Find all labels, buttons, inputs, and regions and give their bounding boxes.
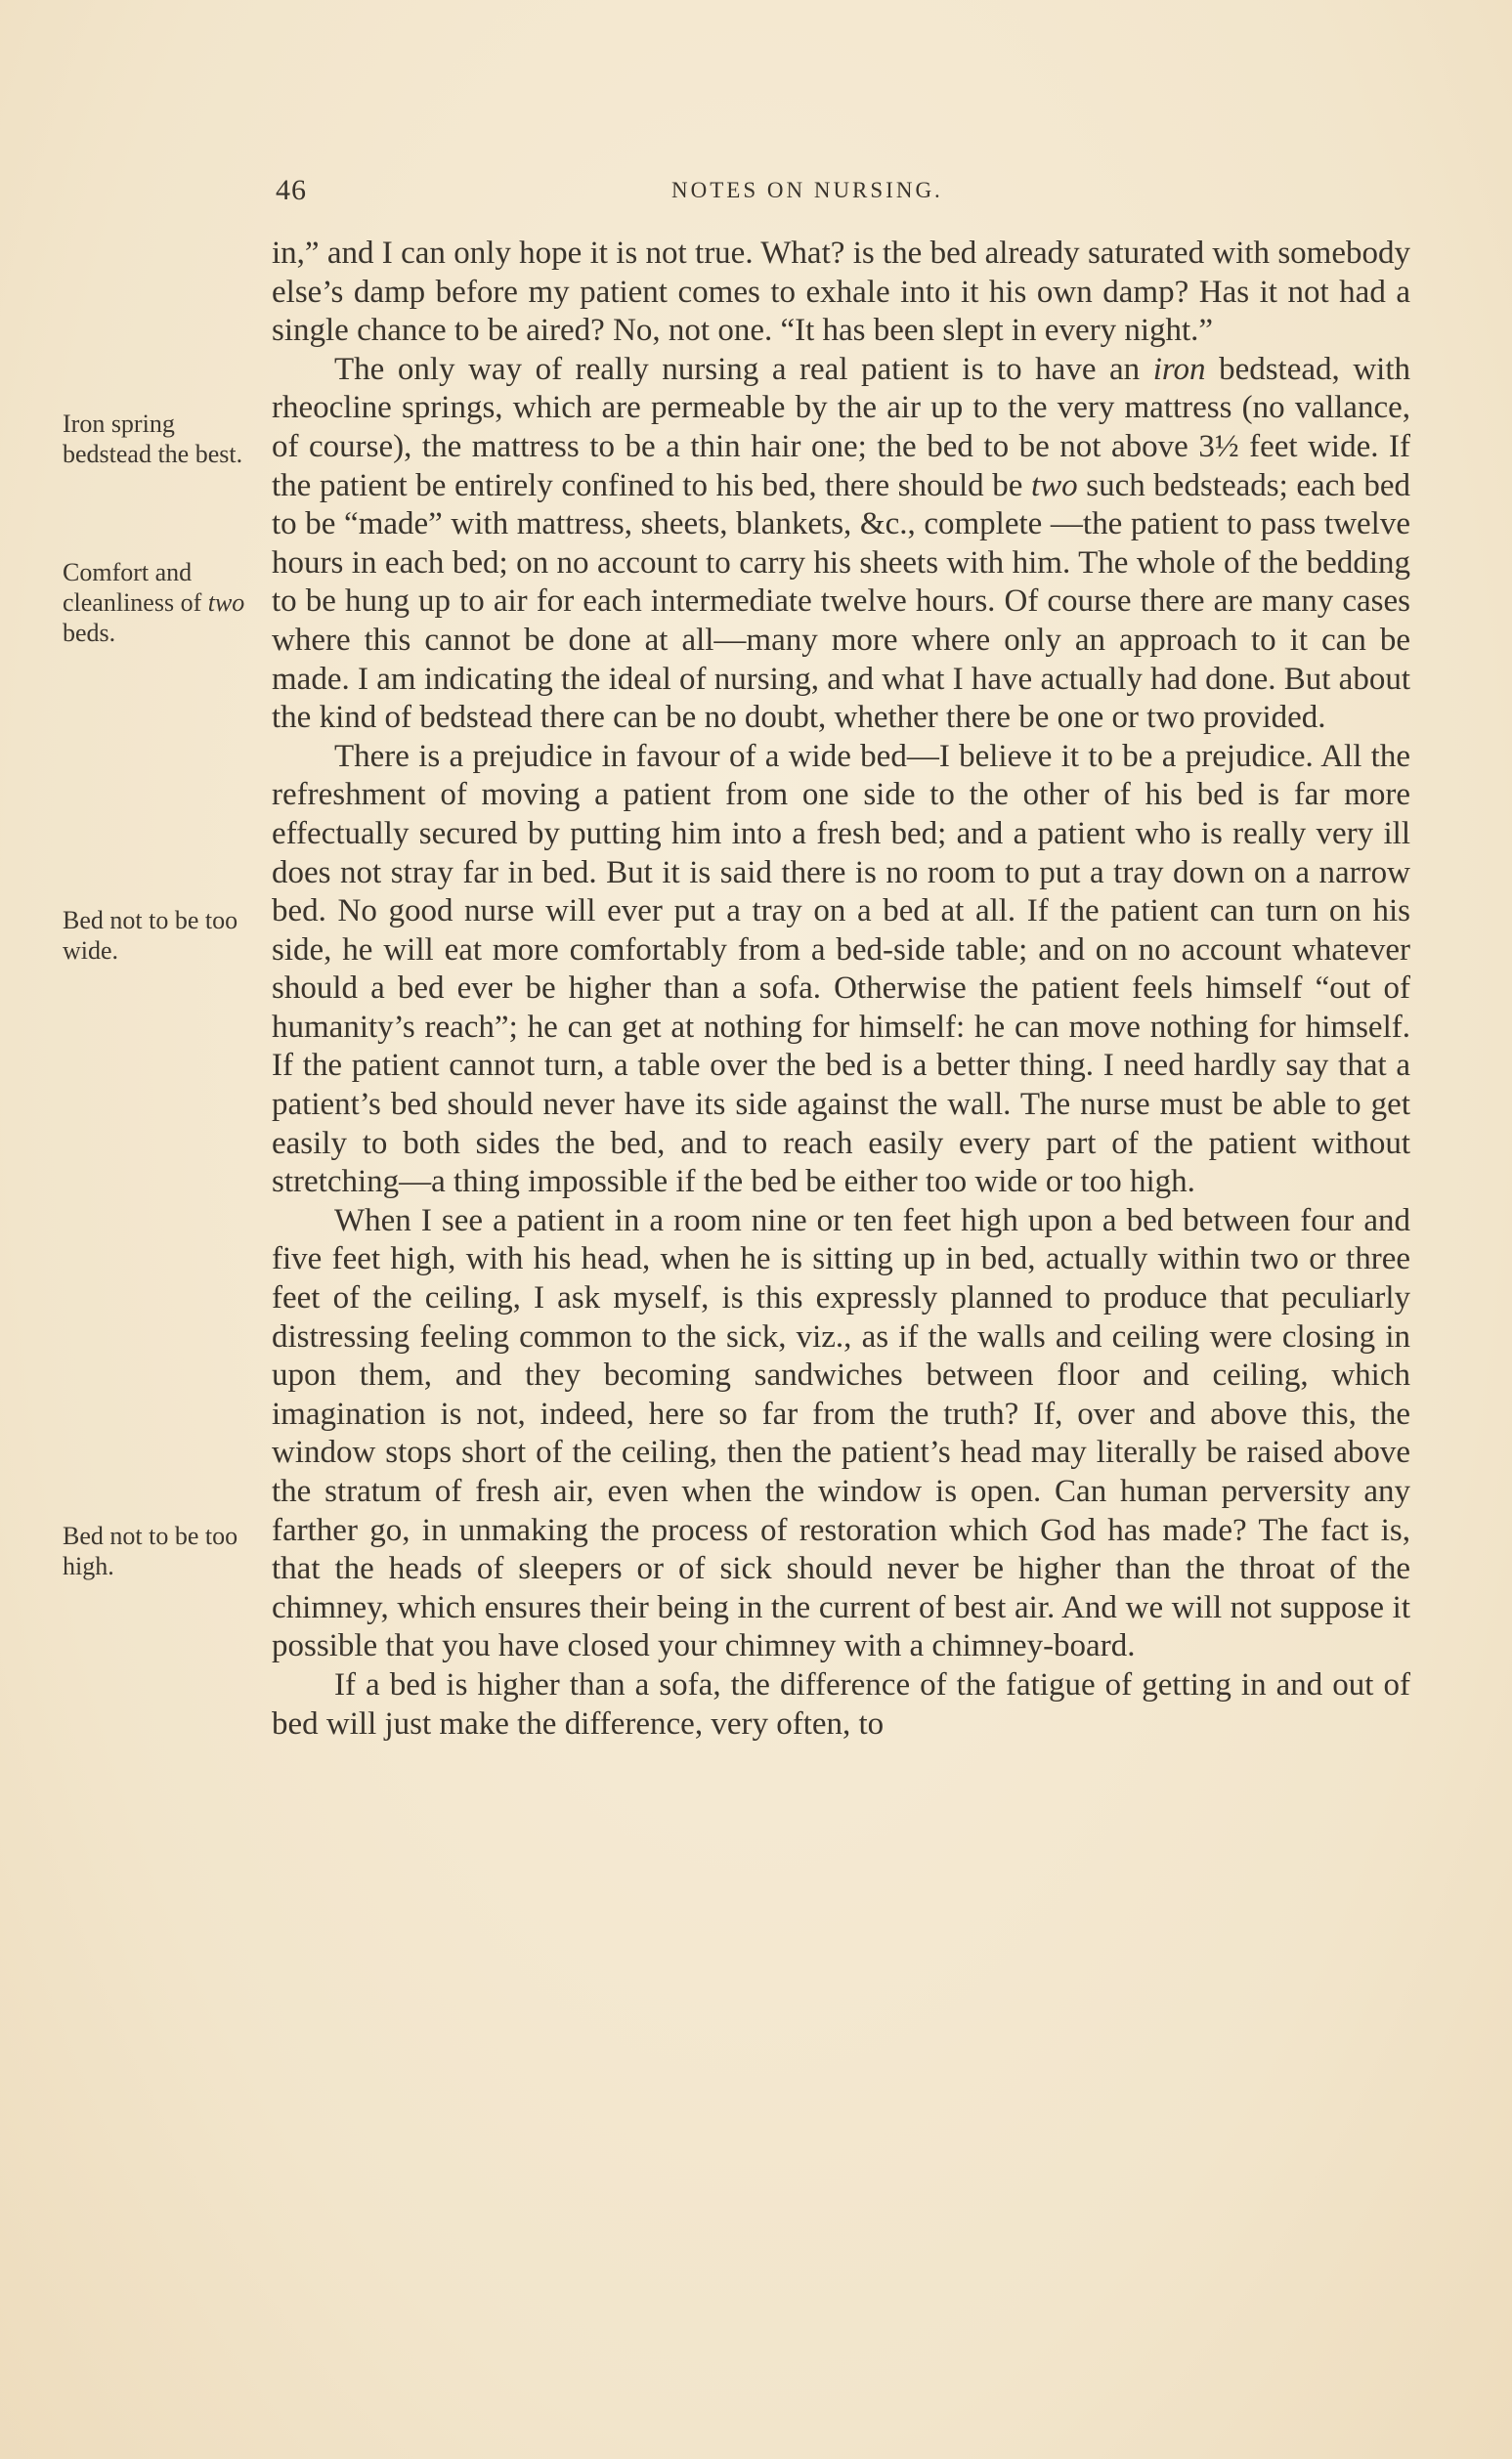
page-number: 46 xyxy=(276,174,307,206)
page-header xyxy=(276,174,1409,213)
paragraph: The only way of really nursing a real patient is to have an iron bedstead, with rheocline springs, which are permeable by the air up to the very mattress (no vallance, of course), the mattress to be a thin hair one; the bed to be not above 3½ feet wide. If the patient be entirely confined to his bed, there should be two such bedsteads; each bed to be “made” with mattress, sheets, blankets, &c., complete —the patient to pass twelve hours in each bed; on no account to carry his sheets with him. The whole of the bedding to be hung up to air for each intermediate twelve hours. Of course there are many cases where this cannot be done at all—many more where only an approach to it can be made. I am indicating the ideal of nursing, and what I have actually had done. But about the kind of bedstead there can be no doubt, whether there be one or two provided. xyxy=(272,351,1410,736)
paragraph: If a bed is higher than a sofa, the difference of the fatigue of getting in and out of bed will just make the difference, very often, to xyxy=(272,1666,1410,1742)
paragraph: in,” and I can only hope it is not true. What? is the bed already saturated with somebody else’s damp before my patient comes to exhale into it his own damp? Has it not had a single chance to be aired? No, not one. “It has been slept in every night.” xyxy=(272,236,1410,349)
running-title: NOTES ON NURSING. xyxy=(671,178,943,202)
paragraph: There is a prejudice in favour of a wide bed—I believe it to be a prejudice. All the refreshment of moving a patient from one side to the other of his bed is far more effectually secured by putting him into a fresh bed; and a patient who is really very ill does not stray far in bed. But it is said there is no room to put a tray down on a narrow bed. No good nurse will ever put a tray on a bed at all. If the patient can turn on his side, he will eat more comfortably from a bed-side table; and on no account whatever should a bed ever be higher than a sofa. Otherwise the patient feels himself “out of humanity’s reach”; he can get at nothing for himself: he can move nothing for himself. If the patient cannot turn, a table over the bed is a better thing. I need hardly say that a patient’s bed should never have its side against the wall. The nurse must be able to get easily to both sides the bed, and to reach easily every part of the patient without stretching—a thing impossible if the bed be either too wide or too high. xyxy=(272,738,1410,1200)
paragraph: When I see a patient in a room nine or ten feet high upon a bed between four and five feet high, with his head, when he is sitting up in bed, actually within two or three feet of the ceiling, I ask myself, is this expressly planned to produce that peculiarly distressing feeling common to the sick, viz., as if the walls and ceiling were closing in upon them, and they becoming sandwiches between floor and ceiling, which imagination is not, indeed, here so far from the truth? If, over and above this, the window stops short of the ceiling, then the patient’s head may literally be raised above the stratum of fresh air, even when the window is open. Can human perversity any farther go, in unmaking the process of restoration which God has made? The fact is, that the heads of sleepers or of sick should never be higher than the throat of the chimney, which ensures their being in the current of best air. And we will not suppose it possible that you have closed your chimney with a chimney-board. xyxy=(272,1202,1410,1664)
body-text xyxy=(272,235,1410,1744)
margin-note-bed-not-high: Bed not to be too high. xyxy=(63,1522,238,1580)
margin-note-bed-not-wide: Bed not to be too wide. xyxy=(63,906,238,965)
margin-note-iron-bedstead: Iron spring bedstead the best. xyxy=(63,410,243,468)
margin-note-two-beds: Comfort and cleanliness of two beds. xyxy=(63,558,245,647)
